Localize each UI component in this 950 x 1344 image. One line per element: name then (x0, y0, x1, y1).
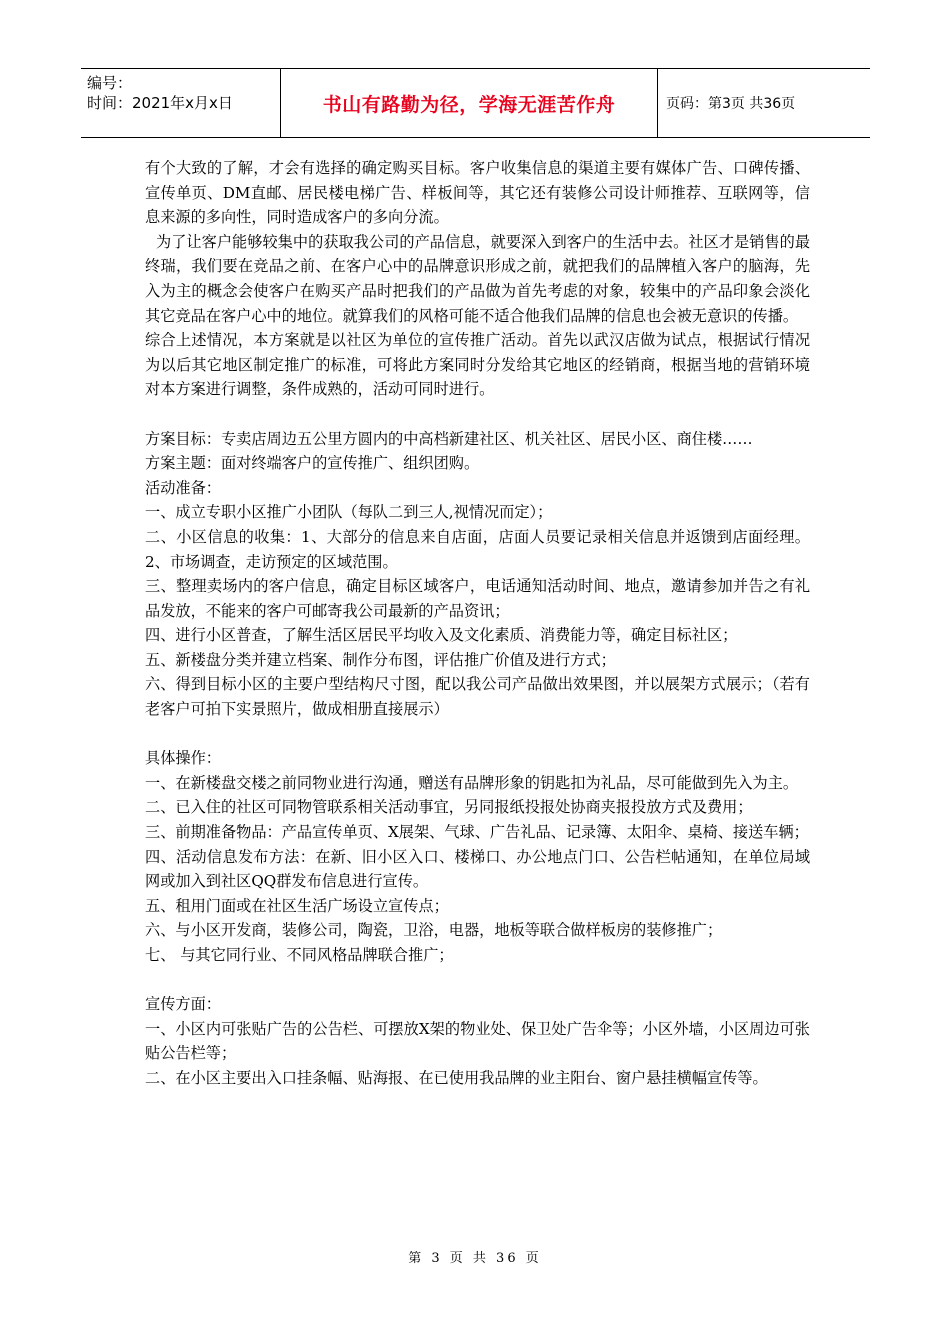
body-paragraph: 为了让客户能够较集中的获取我公司的产品信息，就要深入到客户的生活中去。社区才是销售的最终瑞，我们要在竞品之前、在客户心中的品牌意识形成之前，就把我们的品牌植入客户的脑海，先入为主的概念会使客户在购买产品时把我们的产品做为首先考虑的对象，较集中的产品印象会淡化其它竞品在客户心中的地位。就算我们的风格可能不适合他我们品牌的信息也会被无意识的传播。 (145, 232, 810, 325)
body-paragraph: 综合上述情况，本方案就是以社区为单位的宣传推广活动。首先以武汉店做为试点，根据试行情况为以后其它地区制定推广的标准，可将此方案同时分发给其它地区的经销商，根据当地的营销环境对本方案进行调整，条件成熟的，活动可同时进行。 (145, 331, 810, 399)
list-item: 一、在新楼盘交楼之前同物业进行沟通，赠送有品牌形象的钥匙扣为礼品，尽可能做到先入为主。 (145, 773, 799, 792)
document-date-label: 时间：2021年x月x日 (87, 94, 233, 112)
header-motto: 书山有路勤为径，学海无涯苦作舟 (281, 69, 658, 137)
list-item: 六、与小区开发商，装修公司，陶瓷，卫浴，电器，地板等联合做样板房的装修推广； (145, 921, 723, 940)
list-item: 六、得到目标小区的主要户型结构尺寸图，配以我公司产品做出效果图，并以展架方式展示；（若有老客户可拍下实景照片，做成相册直接展示） (145, 675, 810, 719)
list-item: 五、新楼盘分类并建立档案、制作分布图，评估推广价值及进行方式； (145, 650, 616, 669)
list-item: 七、 与其它同行业、不同风格品牌联合推广； (145, 946, 454, 964)
list-item: 四、活动信息发布方法：在新、旧小区入口、楼梯口、办公地点门口、公告栏帖通知，在单位局域网或加入到社区QQ群发布信息进行宣传。 (145, 847, 810, 891)
list-item: 三、整理卖场内的客户信息，确定目标区域客户，电话通知活动时间、地点，邀请参加并告之有礼品发放，不能来的客户可邮寄我公司最新的产品资讯； (145, 577, 810, 620)
list-item: 四、进行小区普查，了解生活区居民平均收入及文化素质、消费能力等，确定目标社区； (145, 626, 738, 645)
list-item: 二、小区信息的收集：1、大部分的信息来自店面，店面人员要记录相关信息并返馈到店面经理。2、市场调查，走访预定的区域范围。 (145, 527, 810, 571)
page-footer: 第 3 页 共 36 页 (408, 1251, 542, 1266)
section-heading: 宣传方面： (145, 995, 221, 1014)
header-meta (81, 69, 281, 137)
body-paragraph: 有个大致的了解，才会有选择的确定购买目标。客户收集信息的渠道主要有媒体广告、口碑传播、宣传单页、DM直邮、居民楼电梯广告、样板间等，其它还有装修公司设计师推荐、互联网等，信息来源的多向性，同时造成客户的多向分流。 (145, 159, 810, 227)
list-item: 三、前期准备物品：产品宣传单页、X展架、气球、广告礼品、记录簿、太阳伞、桌椅、接送车辆； (145, 823, 809, 842)
document-number-label: 编号： (87, 74, 133, 92)
section-heading: 活动准备： (145, 478, 221, 497)
section-heading: 具体操作： (145, 749, 221, 768)
blank-line (145, 722, 810, 747)
list-item: 一、小区内可张贴广告的公告栏、可摆放X架的物业处、保卫处广告伞等；小区外墙，小区周边可张贴公告栏等； (145, 1019, 810, 1063)
list-item: 五、租用门面或在社区生活广场设立宣传点； (145, 896, 449, 915)
plan-target: 方案目标：专卖店周边五公里方圆内的中高档新建社区、机关社区、居民小区、商住楼…… (145, 429, 753, 448)
header-page-number: 页码：第3页 共36页 (666, 96, 796, 112)
list-item: 二、已入住的社区可同物管联系相关活动事宜，另同报纸投报处协商夹报投放方式及费用； (145, 798, 753, 817)
list-item: 二、在小区主要出入口挂条幅、贴海报、在已使用我品牌的业主阳台、窗户悬挂横幅宣传等。 (145, 1068, 768, 1087)
document-body (145, 156, 810, 1091)
plan-theme: 方案主题：面对终端客户的宣传推广、组织团购。 (145, 454, 480, 473)
blank-line (145, 968, 810, 993)
blank-line (145, 402, 810, 427)
list-item: 一、成立专职小区推广小团队（每队二到三人,视情况而定）； (145, 503, 553, 522)
page-header (81, 68, 870, 138)
